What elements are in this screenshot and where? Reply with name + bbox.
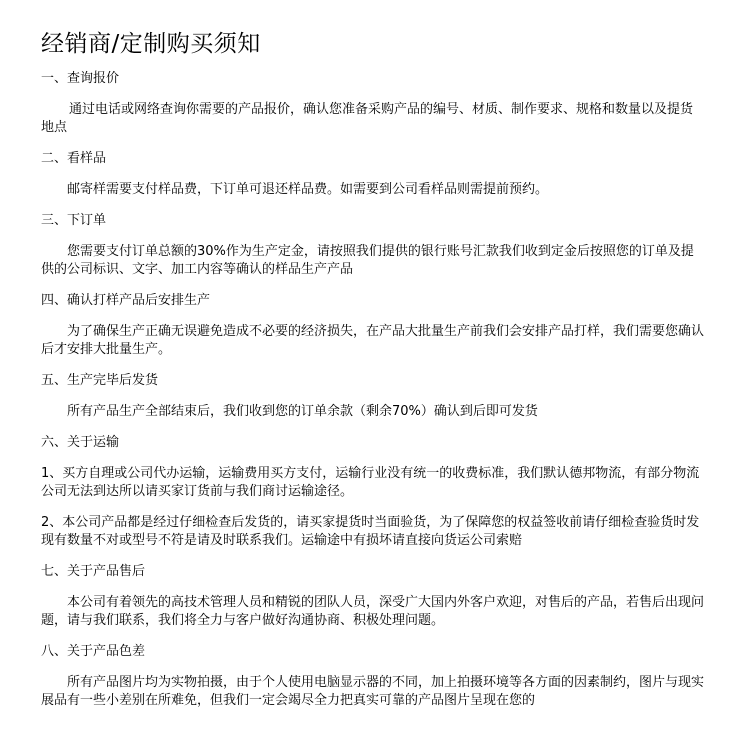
section-paragraph: 所有产品生产全部结束后，我们收到您的订单余款（剩余70%）确认到后即可发货: [67, 404, 538, 419]
section-transport: [41, 434, 704, 550]
page-title: 经销商/定制购买须知: [41, 31, 261, 57]
section-after-sales: [41, 563, 704, 630]
section-confirm-sample: [41, 292, 704, 359]
section-shipping-after-production: [41, 372, 704, 421]
section-place-order: [41, 212, 704, 279]
section-query-quote: [41, 70, 704, 137]
section-heading: 七、关于产品售后: [41, 564, 146, 579]
section-heading: 八、关于产品色差: [41, 644, 146, 659]
section-paragraph: 2、本公司产品都是经过仔细检查后发货的，请买家提货时当面验货，为了保障您的权益签收前请仔细检查验货时发现有数量不对或型号不符是请及时联系我们。运输途中有损坏请直接向货运公司索赔: [41, 515, 700, 548]
section-paragraph: 通过电话或网络查询你需要的产品报价，确认您准备采购产品的编号、材质、制作要求、规格和数量以及提货地点: [41, 102, 694, 135]
section-heading: 六、关于运输: [41, 435, 120, 450]
section-heading: 二、看样品: [41, 151, 107, 166]
section-paragraph: 为了确保生产正确无误避免造成不必要的经济损失，在产品大批量生产前我们会安排产品打样，我们需要您确认后才安排大批量生产。: [41, 324, 705, 357]
section-color-difference: [41, 643, 704, 710]
section-view-samples: [41, 150, 704, 199]
section-paragraph: 邮寄样需要支付样品费，下订单可退还样品费。如需要到公司看样品则需提前预约。: [67, 182, 549, 197]
section-heading: 三、下订单: [41, 213, 107, 228]
section-heading: 五、生产完毕后发货: [41, 373, 159, 388]
section-heading: 四、确认打样产品后安排生产: [41, 293, 211, 308]
section-heading: 一、查询报价: [41, 71, 120, 86]
section-paragraph: 所有产品图片均为实物拍摄，由于个人使用电脑显示器的不同，加上拍摄环境等各方面的因素制约，图片与现实展品有一些小差别在所难免，但我们一定会竭尽全力把真实可靠的产品图片呈现在您的: [41, 675, 705, 708]
section-paragraph: 您需要支付订单总额的30%作为生产定金，请按照我们提供的银行账号汇款我们收到定金后按照您的订单及提供的公司标识、文字、加工内容等确认的样品生产产品: [41, 244, 694, 277]
section-paragraph: 本公司有着领先的高技术管理人员和精锐的团队人员，深受广大国内外客户欢迎，对售后的产品，若售后出现问题，请与我们联系，我们将全力与客户做好沟通协商、积极处理问题。: [41, 595, 705, 628]
section-paragraph: 1、买方自理或公司代办运输，运输费用买方支付，运输行业没有统一的收费标准，我们默认德邦物流，有部分物流公司无法到达所以请买家订货前与我们商讨运输途径。: [41, 466, 700, 499]
